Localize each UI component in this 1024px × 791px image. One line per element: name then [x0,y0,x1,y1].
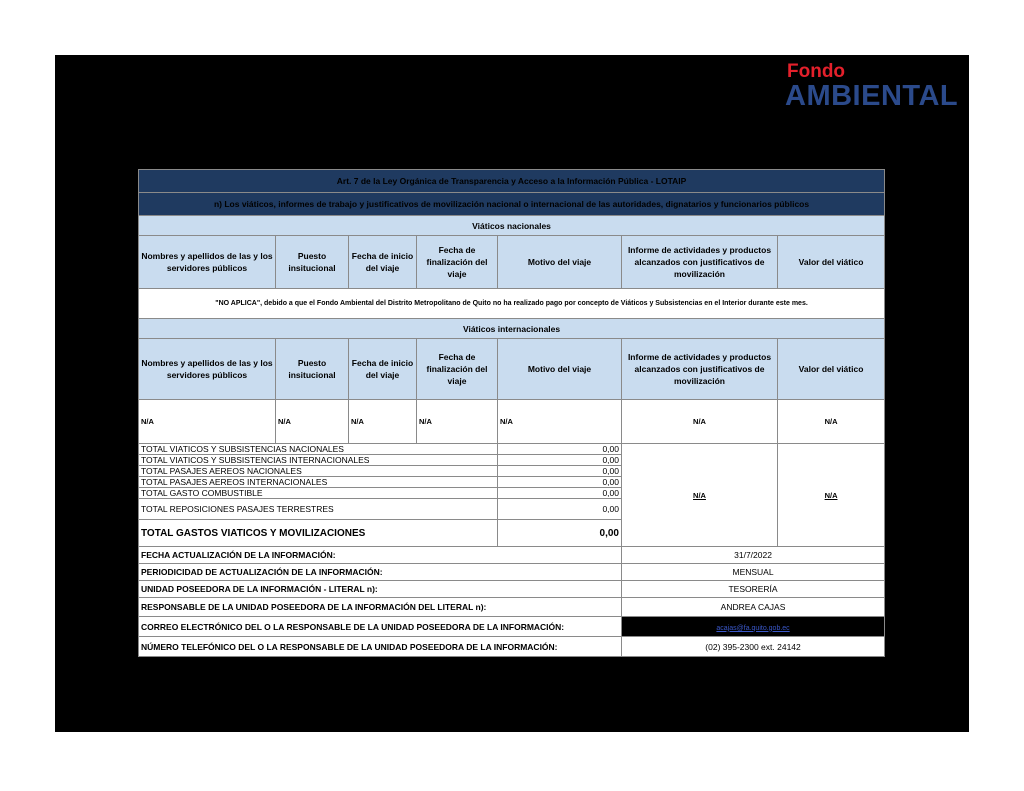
totals-valor-cell [778,444,885,547]
logo-line-2: AMBIENTAL [785,80,959,112]
total-row [139,444,885,455]
info-label: RESPONSABLE DE LA UNIDAD POSEEDORA DE LA INFORMACIÓN DEL LITERAL n): [139,598,622,617]
lotaip-table [138,169,885,657]
info-value: 31/7/2022 [622,547,885,564]
intl-inicio-cell: N/A [349,400,417,444]
intl-informe-cell: N/A [622,400,778,444]
table-subtitle: n) Los viáticos, informes de trabajo y justificativos de movilización nacional o internacional de las autoridades, dignatarios y funcionarios públicos [139,193,885,216]
section-row-internacional [139,319,885,339]
info-label: UNIDAD POSEEDORA DE LA INFORMACIÓN - LITERAL n): [139,581,622,598]
table-row [139,400,885,444]
total-value: 0,00 [498,466,622,477]
info-label: FECHA ACTUALIZACIÓN DE LA INFORMACIÓN: [139,547,622,564]
title-row-1 [139,170,885,193]
header-row-internacional [139,339,885,400]
total-value: 0,00 [498,488,622,499]
header-informe: Informe de actividades y productos alcanzados con justificativos de movilización [622,236,778,289]
intl-motivo-cell: N/A [498,400,622,444]
total-label: TOTAL VIATICOS Y SUBSISTENCIAS INTERNACIONALES [139,455,498,466]
info-label: CORREO ELECTRÓNICO DEL O LA RESPONSABLE DE LA UNIDAD POSEEDORA DE LA INFORMACIÓN: [139,617,622,637]
header-fin: Fecha de finalización del viaje [417,339,498,400]
title-row-2 [139,193,885,216]
section-title-nacional: Viáticos nacionales [139,216,885,236]
totals-valor-na: N/A [824,490,838,500]
header-motivo: Motivo del viaje [498,339,622,400]
section-title-internacional: Viáticos internacionales [139,319,885,339]
grand-total-value: 0,00 [498,520,622,547]
info-row [139,581,885,598]
header-puesto: Puesto insitucional [276,236,349,289]
section-row-nacional [139,216,885,236]
total-label: TOTAL GASTO COMBUSTIBLE [139,488,498,499]
no-aplica-note: "NO APLICA", debido a que el Fondo Ambiental del Distrito Metropolitano de Quito no ha realizado pago por concepto de Viáticos y Subsistencias en el Interior durante este mes. [139,289,885,319]
info-row [139,547,885,564]
total-value: 0,00 [498,477,622,488]
totals-informe-cell [622,444,778,547]
intl-puesto-cell: N/A [276,400,349,444]
total-label: TOTAL PASAJES AEREOS INTERNACIONALES [139,477,498,488]
no-aplica-row [139,289,885,319]
logo-line-1: Fondo [787,61,846,82]
email-link[interactable]: acajas@fa.quito.gob.ec [716,624,790,632]
header-valor: Valor del viático [778,339,885,400]
info-value: (02) 395-2300 ext. 24142 [622,637,885,657]
total-label: TOTAL PASAJES AEREOS NACIONALES [139,466,498,477]
header-informe: Informe de actividades y productos alcanzados con justificativos de movilización [622,339,778,400]
info-value: TESORERÍA [622,581,885,598]
header-motivo: Motivo del viaje [498,236,622,289]
total-label: TOTAL REPOSICIONES PASAJES TERRESTRES [139,499,498,520]
total-value: 0,00 [498,444,622,455]
grand-total-label: TOTAL GASTOS VIATICOS Y MOVILIZACIONES [139,520,498,547]
info-label: NÚMERO TELEFÓNICO DEL O LA RESPONSABLE DE LA UNIDAD POSEEDORA DE LA INFORMACIÓN: [139,637,622,657]
intl-fin-cell: N/A [417,400,498,444]
totals-informe-na: N/A [693,490,706,500]
header-fin: Fecha de finalización del viaje [417,236,498,289]
info-row [139,617,885,637]
intl-valor-cell: N/A [778,400,885,444]
total-label: TOTAL VIATICOS Y SUBSISTENCIAS NACIONALES [139,444,498,455]
fondo-ambiental-logo [785,62,965,114]
info-row [139,637,885,657]
header-nombres: Nombres y apellidos de las y los servidores públicos [139,236,276,289]
header-nombres: Nombres y apellidos de las y los servidores públicos [139,339,276,400]
header-valor: Valor del viático [778,236,885,289]
info-row [139,598,885,617]
table-title: Art. 7 de la Ley Orgánica de Transparencia y Acceso a la Información Pública - LOTAIP [139,170,885,193]
email-cell [622,617,885,637]
info-value: ANDREA CAJAS [622,598,885,617]
header-inicio: Fecha de inicio del viaje [349,339,417,400]
intl-nombres-cell: N/A [139,400,276,444]
total-value: 0,00 [498,499,622,520]
info-label: PERIODICIDAD DE ACTUALIZACIÓN DE LA INFORMACIÓN: [139,564,622,581]
info-value: MENSUAL [622,564,885,581]
header-puesto: Puesto insitucional [276,339,349,400]
info-row [139,564,885,581]
header-inicio: Fecha de inicio del viaje [349,236,417,289]
header-row-nacional [139,236,885,289]
total-value: 0,00 [498,455,622,466]
